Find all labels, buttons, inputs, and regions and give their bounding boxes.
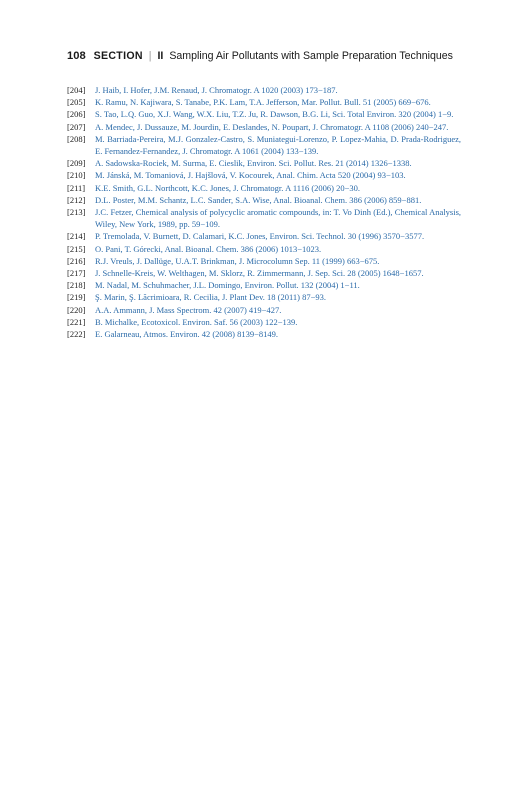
- reference-link[interactable]: S. Tao, L.Q. Guo, X.J. Wang, W.X. Liu, T.Z. Ju, R. Dawson, B.G. Li, Sci. Total Environ. 320 (2004) 1−9.: [95, 109, 454, 120]
- reference-link[interactable]: J.C. Fetzer, Chemical analysis of polycyclic aromatic compounds, in: T. Vo Dinh (Ed.), Chemical Analysis, Wiley, New York, 1989, pp. 59−109.: [95, 207, 461, 230]
- part-number: II: [157, 50, 164, 62]
- reference-list: [67, 84, 461, 340]
- reference-link[interactable]: R.J. Vreuls, J. Dallüge, U.A.T. Brinkman, J. Microcolumn Sep. 11 (1999) 663−675.: [95, 255, 380, 266]
- reference-link[interactable]: A.A. Ammann, J. Mass Spectrom. 42 (2007) 419−427.: [95, 304, 282, 315]
- reference-item: [67, 206, 461, 230]
- reference-number: [206]: [67, 109, 86, 120]
- reference-link[interactable]: J. Haib, I. Hofer, J.M. Renaud, J. Chromatogr. A 1020 (2003) 173−187.: [95, 85, 338, 95]
- reference-number: [219]: [67, 292, 86, 303]
- reference-number: [211]: [67, 182, 86, 193]
- reference-item: [67, 328, 461, 340]
- reference-item: [67, 279, 461, 291]
- section-label: SECTION: [93, 50, 143, 62]
- page-number: 108: [67, 50, 86, 62]
- reference-number: [215]: [67, 243, 86, 254]
- reference-item: [67, 243, 461, 255]
- reference-item: [67, 96, 461, 108]
- reference-link[interactable]: A. Mendec, J. Dussauze, M. Jourdin, E. Deslandes, N. Poupart, J. Chromatogr. A 1108 (2006) 240−247.: [95, 121, 449, 132]
- reference-number: [222]: [67, 329, 86, 340]
- reference-number: [205]: [67, 97, 86, 108]
- reference-item: [67, 194, 461, 206]
- reference-item: [67, 133, 461, 157]
- reference-item: [67, 169, 461, 181]
- reference-number: [221]: [67, 316, 86, 327]
- reference-number: [218]: [67, 280, 86, 291]
- part-title: Sampling Air Pollutants with Sample Preparation Techniques: [169, 50, 453, 62]
- reference-number: [216]: [67, 255, 86, 266]
- reference-link[interactable]: M. Nadal, M. Schuhmacher, J.L. Domingo, Environ. Pollut. 132 (2004) 1−11.: [95, 280, 360, 291]
- reference-number: [207]: [67, 121, 86, 132]
- reference-item: [67, 291, 461, 303]
- reference-number: [217]: [67, 268, 86, 279]
- reference-item: [67, 255, 461, 267]
- reference-number: [220]: [67, 304, 86, 315]
- reference-item: [67, 316, 461, 328]
- reference-item: [67, 108, 461, 120]
- reference-link[interactable]: B. Michalke, Ecotoxicol. Environ. Saf. 56 (2003) 122−139.: [95, 316, 298, 327]
- reference-number: [204]: [67, 85, 86, 95]
- reference-item: [67, 230, 461, 242]
- reference-number: [209]: [67, 158, 86, 169]
- running-header: [67, 49, 467, 63]
- reference-link[interactable]: A. Sadowska-Rociek, M. Surma, E. Cieslik, Environ. Sci. Pollut. Res. 21 (2014) 1326−1338.: [95, 158, 412, 169]
- reference-link[interactable]: D.L. Poster, M.M. Schantz, L.C. Sander, S.A. Wise, Anal. Bioanal. Chem. 386 (2006) 859−881.: [95, 194, 422, 205]
- reference-link[interactable]: E. Galarneau, Atmos. Environ. 42 (2008) 8139−8149.: [95, 329, 279, 340]
- reference-item: [67, 84, 461, 96]
- reference-link[interactable]: O. Pani, T. Górecki, Anal. Bioanal. Chem. 386 (2006) 1013−1023.: [95, 243, 322, 254]
- reference-number: [213]: [67, 207, 86, 218]
- reference-link[interactable]: K. Ramu, N. Kajiwara, S. Tanabe, P.K. Lam, T.A. Jefferson, Mar. Pollut. Bull. 51 (2005) 669−676.: [95, 97, 431, 108]
- reference-link[interactable]: P. Tremolada, V. Burnett, D. Calamari, K.C. Jones, Environ. Sci. Technol. 30 (1996) 3570−3577.: [95, 231, 425, 242]
- reference-link[interactable]: M. Jánská, M. Tomaniová, J. Hajšlová, V. Kocourek, Anal. Chim. Acta 520 (2004) 93−103.: [95, 170, 406, 181]
- reference-number: [214]: [67, 231, 86, 242]
- reference-item: [67, 157, 461, 169]
- header-separator: |: [148, 50, 152, 62]
- reference-item: [67, 304, 461, 316]
- reference-item: [67, 182, 461, 194]
- reference-link[interactable]: Ş. Marin, Ş. Lăcrimioara, R. Cecilia, J. Plant Dev. 18 (2011) 87−93.: [95, 292, 327, 303]
- reference-number: [210]: [67, 170, 86, 181]
- reference-link[interactable]: K.E. Smith, G.L. Northcott, K.C. Jones, J. Chromatogr. A 1116 (2006) 20−30.: [95, 182, 361, 193]
- reference-item: [67, 121, 461, 133]
- reference-link[interactable]: M. Barriada-Pereira, M.J. Gonzalez-Castro, S. Muniategui-Lorenzo, P. Lopez-Mahia, D. Prada-Rodriguez, E. Fernandez-Fernandez, J. Chromatogr. A 1061 (2004) 133−139.: [95, 133, 461, 157]
- reference-link[interactable]: J. Schnelle-Kreis, W. Welthagen, M. Sklorz, R. Zimmermann, J. Sep. Sci. 28 (2005) 1648−1657.: [95, 268, 424, 279]
- reference-number: [212]: [67, 194, 86, 205]
- reference-item: [67, 267, 461, 279]
- reference-number: [208]: [67, 133, 86, 144]
